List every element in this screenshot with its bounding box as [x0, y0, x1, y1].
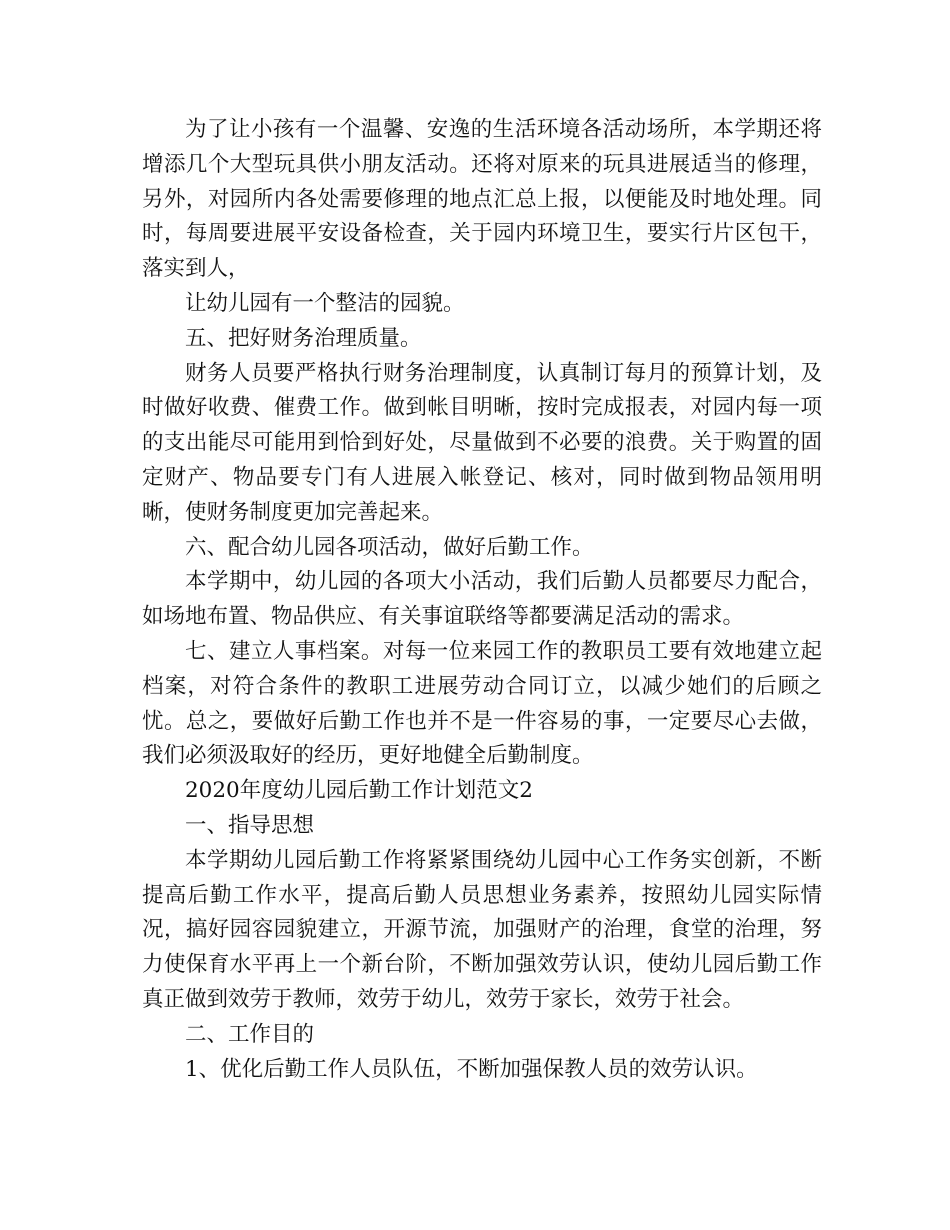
paragraph-tidy-appearance: 让幼儿园有一个整洁的园貌。 [185, 290, 465, 316]
heading-work-goals: 二、工作目的 [185, 1021, 315, 1047]
paragraph-cooperate-activities: 本学期中，幼儿园的各项大小活动，我们后勤人员都要尽力配合，如场地布置、物品供应、有关事谊联络等都要满足活动的需求。 [142, 569, 822, 630]
paragraph-facilities: 为了让小孩有一个温馨、安逸的生活环境各活动场所，本学期还将增添几个大型玩具供小朋友活动。还将对原来的玩具进展适当的修理，另外，对园所内各处需要修理的地点汇总上报，以便能及时地处理。同时，每周要进展平安设备检查，关于园内环境卫生，要实行片区包干，落实到人， [142, 117, 822, 282]
document-body [142, 113, 822, 1087]
heading-finance: 五、把好财务治理质量。 [185, 325, 422, 351]
paragraph-guiding-ideology: 本学期幼儿园后勤工作将紧紧围绕幼儿园中心工作务实创新，不断提高后勤工作水平，提高后勤人员思想业务素养，按照幼儿园实际情况，搞好园容园貌建立，开源节流，加强财产的治理，食堂的治理，努力使保育水平再上一个新台阶，不断加强效劳认识，使幼儿园后勤工作真正做到效劳于教师，效劳于幼儿，效劳于家长，效劳于社会。 [142, 847, 822, 1012]
paragraph-personnel-files: 七、建立人事档案。对每一位来园工作的教职员工要有效地建立起档案，对符合条件的教职工进展劳动合同订立，以减少她们的后顾之忧。总之，要做好后勤工作也并不是一件容易的事，一定要尽心去做，我们必须汲取好的经历，更好地健全后勤制度。 [142, 638, 822, 769]
section-title-plan-2: 2020年度幼儿园后勤工作计划范文2 [185, 778, 533, 804]
heading-cooperate-activities: 六、配合幼儿园各项活动，做好后勤工作。 [185, 534, 594, 560]
heading-guiding-ideology: 一、指导思想 [185, 812, 315, 838]
paragraph-goal-1: 1、优化后勤工作人员队伍，不断加强保教人员的效劳认识。 [185, 1056, 758, 1082]
paragraph-finance: 财务人员要严格执行财务治理制度，认真制订每月的预算计划，及时做好收费、催费工作。做到帐目明晰，按时完成报表，对园内每一项的支出能尽可能用到恰到好处，尽量做到不必要的浪费。关于购置的固定财产、物品要专门有人进展入帐登记、核对，同时做到物品领用明晰，使财务制度更加完善起来。 [142, 360, 822, 525]
